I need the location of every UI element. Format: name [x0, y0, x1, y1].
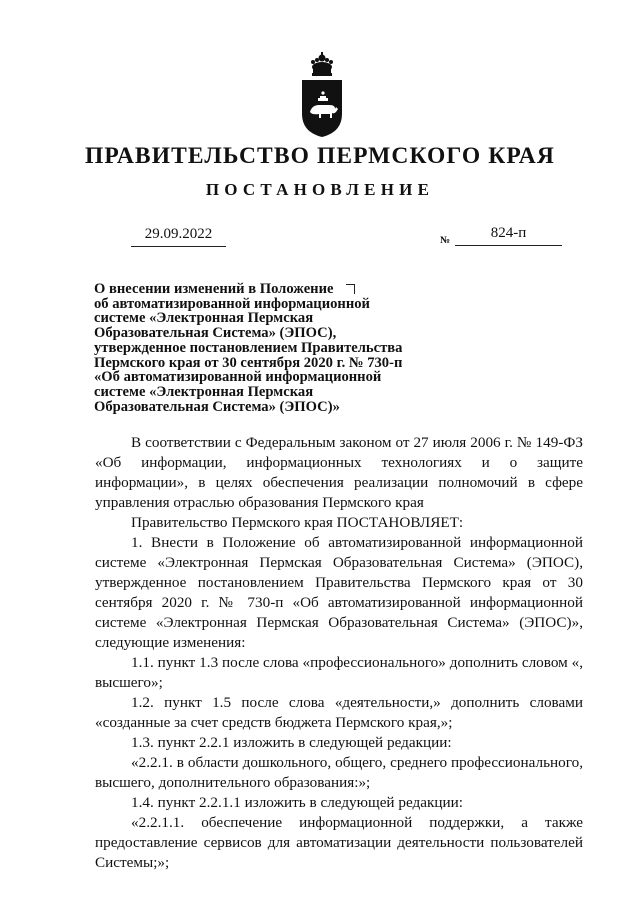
document-body	[95, 433, 583, 873]
subject-line: об автоматизированной информационной	[94, 295, 370, 312]
item-1-1: 1.1. пункт 1.3 после слова «профессионального» дополнить словом «, высшего»;	[95, 654, 583, 691]
preamble-paragraph: В соответствии с Федеральным законом от 27 июля 2006 г. № 149-ФЗ «Об информации, информационных технологиях и о защите информации», в целях обеспечения реализации полномочий в сфере управления отраслью образования Пермского края	[95, 434, 583, 511]
coat-of-arms-icon	[299, 52, 345, 138]
item-1-3: 1.3. пункт 2.2.1 изложить в следующей редакции:	[131, 734, 452, 751]
item-1-4-text: «2.2.1.1. обеспечение информационной поддержки, а также предоставление сервисов для автоматизации деятельности пользователей Системы;»;	[95, 814, 583, 871]
item-1-2: 1.2. пункт 1.5 после слова «деятельности,» дополнить словами «созданные за счет средств бюджета Пермского края,»;	[95, 694, 583, 731]
resolves-paragraph: Правительство Пермского края ПОСТАНОВЛЯЕТ:	[131, 514, 464, 531]
document-number: 824-п	[455, 225, 562, 246]
number-sign: №	[440, 235, 451, 246]
subject-line: Образовательная Система» (ЭПОС),	[94, 325, 337, 342]
document-date: 29.09.2022	[131, 226, 226, 247]
subject-line: Образовательная Система» (ЭПОС)»	[94, 398, 340, 415]
document-subject	[94, 282, 434, 414]
document-number-field	[440, 226, 562, 246]
subject-line: утвержденное постановлением Правительства	[94, 339, 403, 356]
subject-line: О внесении изменений в Положение	[94, 281, 334, 297]
subject-line: системе «Электронная Пермская	[94, 383, 314, 400]
item-1-4: 1.4. пункт 2.2.1.1 изложить в следующей редакции:	[131, 794, 463, 811]
document-type: ПОСТАНОВЛЕНИЕ	[205, 180, 435, 199]
subject-line: «Об автоматизированной информационной	[94, 369, 382, 386]
subject-line: Пермского края от 30 сентября 2020 г. № 730-п	[94, 354, 403, 371]
government-title: ПРАВИТЕЛЬСТВО ПЕРМСКОГО КРАЯ	[85, 143, 555, 169]
item-1-3-text: «2.2.1. в области дошкольного, общего, среднего профессионального, высшего, дополнительного образования:»;	[95, 754, 583, 791]
subject-line: системе «Электронная Пермская	[94, 310, 314, 327]
item-1: 1. Внести в Положение об автоматизированной информационной системе «Электронная Пермская Образовательная Система» (ЭПОС), утвержденное постановлением Правительства Пермского края от 30 сентября 2020 г. № 730-п «Об автоматизированной информационной системе «Электронная Пермская Образовательная Система» (ЭПОС)», следующие изменения:	[95, 534, 583, 651]
